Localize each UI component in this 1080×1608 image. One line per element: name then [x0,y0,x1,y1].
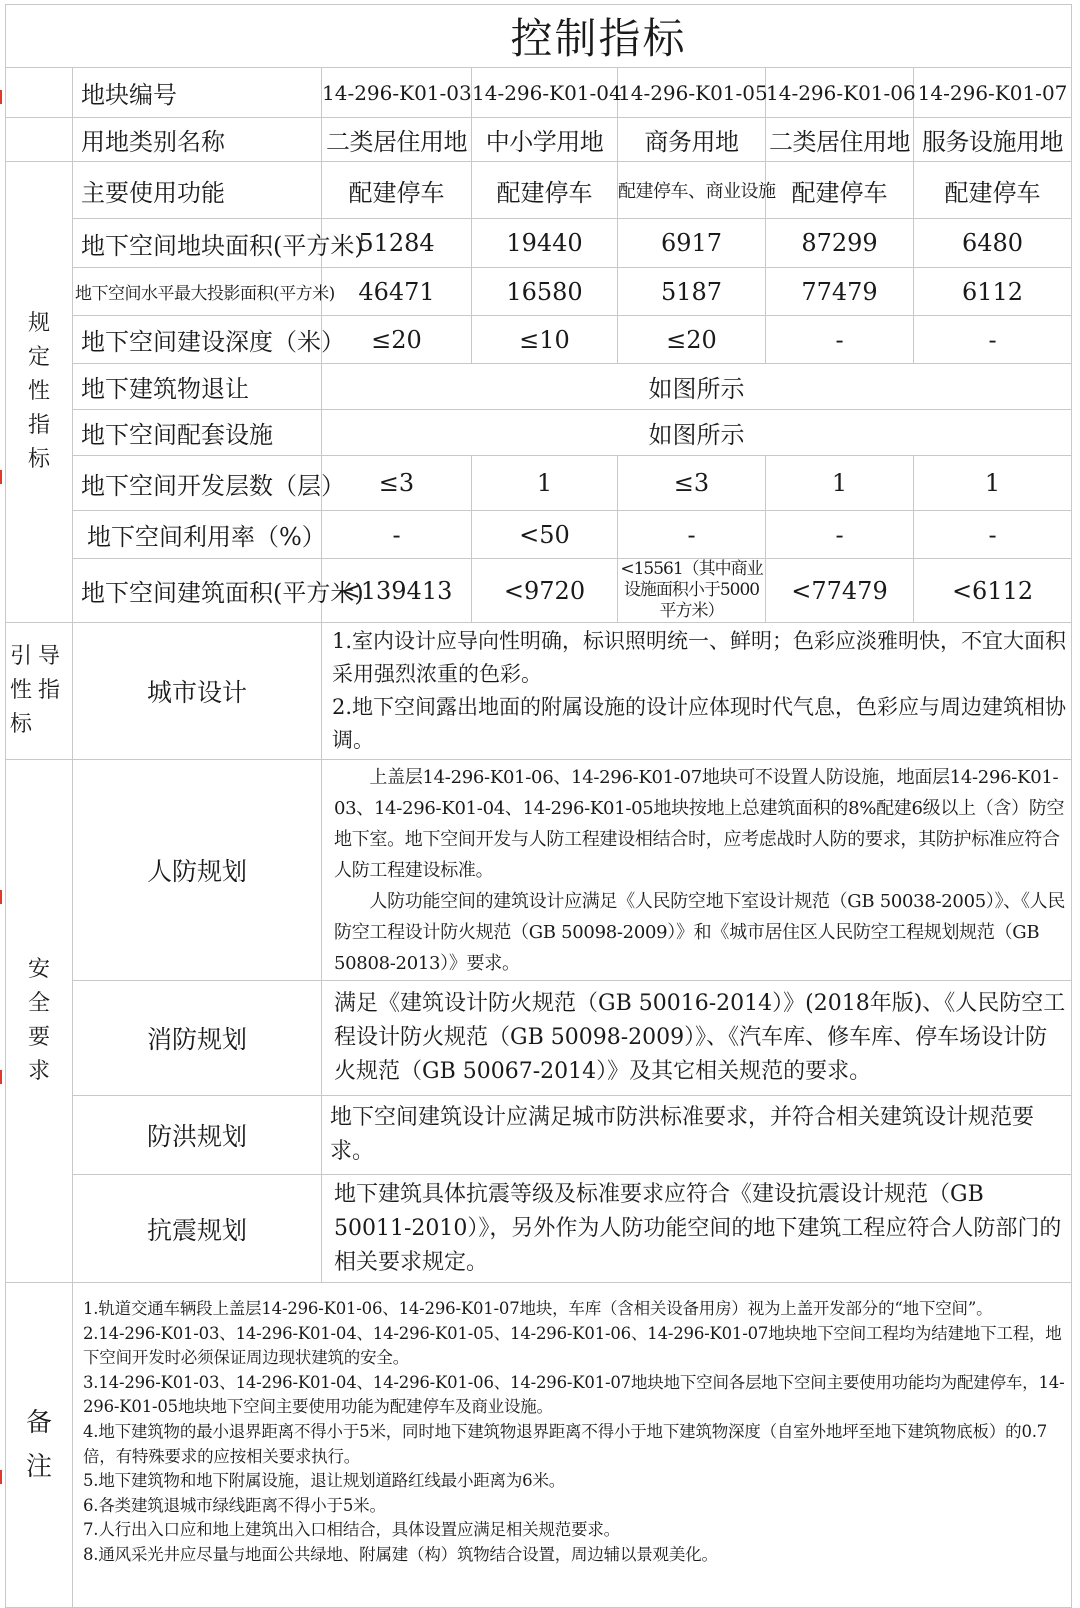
indicator-label: 地下空间水平最大投影面积(平方米) [73,268,322,316]
parcel-code: 14-296-K01-07 [914,68,1072,118]
indicator-value: 配建停车、商业设施 [618,162,766,219]
parcel-code: 14-296-K01-04 [472,68,618,118]
indicator-value: ≤20 [618,316,766,364]
indicator-row [6,511,1072,559]
parcel-row [6,68,1072,118]
safety-row [6,1175,1072,1283]
indicator-value: <15561（其中商业设施面积小于5000平方米） [618,559,766,623]
indicator-value: <9720 [472,559,618,623]
indicator-row [6,364,1072,410]
indicator-label: 地下空间地块面积(平方米) [73,219,322,268]
land-category: 服务设施用地 [914,118,1072,162]
indicator-value: <50 [472,511,618,559]
parcel-code: 14-296-K01-05 [618,68,766,118]
margin-mark [0,1470,2,1484]
parcel-label: 地块编号 [73,68,322,118]
remark-item: 2.14-296-K01-03、14-296-K01-04、14-296-K01-05、14-296-K01-06、14-296-K01-07地块地下空间工程均为结建地下工程，地下空间开发时必须保证周边现状建筑的安全。 [83,1323,1062,1368]
indicator-value: 配建停车 [472,162,618,219]
indicator-label: 地下空间配套设施 [73,410,322,456]
remarks-list [73,1283,1072,1608]
land-category: 中小学用地 [472,118,618,162]
indicator-row [6,456,1072,511]
land-category: 二类居住用地 [766,118,914,162]
indicator-value: 77479 [766,268,914,316]
margin-mark [0,890,2,904]
control-indicators-sheet [5,4,1071,1574]
indicator-value: 配建停车 [766,162,914,219]
indicator-label: 地下空间建筑面积(平方米) [73,559,322,623]
margin-mark [0,1070,2,1084]
indicator-value: - [914,511,1072,559]
indicator-row [6,559,1072,623]
parcel-code: 14-296-K01-03 [322,68,472,118]
remark-item: 3.14-296-K01-03、14-296-K01-04、14-296-K01-06、14-296-K01-07地块地下空间各层地下空间主要使用功能均为配建停车，14-296-K01-05地块地下空间主要使用功能为配建停车及商业设施。 [83,1372,1065,1417]
indicator-merged-value: 如图所示 [322,364,1072,410]
remarks-row [6,1283,1072,1608]
indicator-value: 16580 [472,268,618,316]
indicator-row [6,219,1072,268]
indicator-value: 5187 [618,268,766,316]
indicator-value: <6112 [914,559,1072,623]
indicator-value: 51284 [322,219,472,268]
remark-item: 8.通风采光井应尽量与地面公共绿地、附属建（构）筑物结合设置，周边辅以景观美化。 [83,1544,718,1564]
safety-text: 地下建筑具体抗震等级及标准要求应符合《建设抗震设计规范（GB 50011-2010）》，另外作为人防功能空间的地下建筑工程应符合人防部门的相关要求规定。 [322,1175,1072,1283]
guidance-text: 1.室内设计应导向性明确，标识照明统一、鲜明；色彩应淡雅明快，不宜大面积采用强烈浓重的色彩。 2.地下空间露出地面的附属设施的设计应体现时代气息，色彩应与周边建筑相协调。 [322,623,1072,760]
land-category: 二类居住用地 [322,118,472,162]
indicator-value: 19440 [472,219,618,268]
safety-row [6,981,1072,1096]
indicator-value: 1 [472,456,618,511]
safety-label: 消防规划 [73,981,322,1096]
regulatory-group-label: 规定性指标 [6,162,73,623]
control-indicators-table [5,4,1072,1608]
guidance-label: 城市设计 [73,623,322,760]
indicator-value: 配建停车 [322,162,472,219]
safety-label: 防洪规划 [73,1096,322,1175]
page-title: 控制指标 [6,5,1072,68]
indicator-label: 地下空间建设深度（米） [73,316,322,364]
remark-item: 4.地下建筑物的最小退界距离不得小于5米，同时地下建筑物退界距离不得小于地下建筑物深度（自室外地坪至地下建筑物底板）的0.7倍，有特殊要求的应按相关要求执行。 [83,1421,1048,1466]
remark-item: 7.人行出入口应和地上建筑出入口相结合，具体设置应满足相关规范要求。 [83,1520,620,1540]
safety-group-label: 安全要求 [6,760,73,1283]
remark-item: 1.轨道交通车辆段上盖层14-296-K01-06、14-296-K01-07地块，车库（含相关设备用房）视为上盖开发部分的“地下空间”。 [83,1299,993,1318]
safety-text: 地下空间建筑设计应满足城市防洪标准要求，并符合相关建筑设计规范要求。 [322,1096,1072,1175]
category-row [6,118,1072,162]
indicator-value: ≤10 [472,316,618,364]
margin-mark [0,470,2,484]
indicator-value: 46471 [322,268,472,316]
land-category: 商务用地 [618,118,766,162]
indicator-merged-value: 如图所示 [322,410,1072,456]
indicator-value: 1 [766,456,914,511]
safety-label: 抗震规划 [73,1175,322,1283]
indicator-label: 地下空间利用率（%） [73,511,322,559]
indicator-value: 配建停车 [914,162,1072,219]
safety-row [6,1096,1072,1175]
indicator-value: - [766,511,914,559]
category-label: 用地类别名称 [73,118,322,162]
safety-text: 满足《建筑设计防火规范（GB 50016-2014）》(2018年版)、《人民防空工程设计防火规范（GB 50098-2009）》、《汽车库、修车库、停车场设计防火规范（GB 50067-2014）》及其它相关规范的要求。 [322,981,1072,1096]
indicator-value: 87299 [766,219,914,268]
indicator-value: - [618,511,766,559]
guidance-group-label: 引导性指标 [6,623,73,760]
indicator-value: - [766,316,914,364]
indicator-label: 主要使用功能 [73,162,322,219]
indicator-label: 地下空间开发层数（层） [73,456,322,511]
remark-item: 6.各类建筑退城市绿线距离不得小于5米。 [83,1495,386,1515]
remarks-label: 备注 [6,1283,73,1608]
indicator-row [6,410,1072,456]
indicator-value: - [322,511,472,559]
indicator-value: ≤20 [322,316,472,364]
safety-label: 人防规划 [73,760,322,981]
safety-row [6,760,1072,981]
indicator-label: 地下建筑物退让 [73,364,322,410]
title-row [6,5,1072,68]
indicator-value: ≤3 [322,456,472,511]
indicator-value: 6480 [914,219,1072,268]
indicator-value: ≤3 [618,456,766,511]
indicator-value: 6917 [618,219,766,268]
indicator-value: <77479 [766,559,914,623]
indicator-value: 1 [914,456,1072,511]
indicator-value: - [914,316,1072,364]
indicator-row [6,268,1072,316]
safety-text: 上盖层14-296-K01-06、14-296-K01-07地块可不设置人防设施，地面层14-296-K01-03、14-296-K01-04、14-296-K01-05地块按地上总建筑面积的8%配建6级以上（含）防空地下室。地下空间开发与人防工程建设相结合时，应考虑战时人防的要求，其防护标准应符合人防工程建设标准。 人防功能空间的建筑设计应满足《人民防空地下室设计规范（GB 50038-2005）》、《人民防空工程设计防火规范（GB 50098-2009）》和《城市居住区人民防空工程规划规范（GB 50808-2013）》要求。 [322,760,1072,981]
remark-item: 5.地下建筑物和地下附属设施，退让规划道路红线最小距离为6米。 [83,1471,566,1491]
indicator-row [6,316,1072,364]
indicator-value: 6112 [914,268,1072,316]
parcel-code: 14-296-K01-06 [766,68,914,118]
indicator-row [6,162,1072,219]
guidance-row [6,623,1072,760]
indicator-value: <139413 [322,559,472,623]
margin-mark [0,90,2,104]
